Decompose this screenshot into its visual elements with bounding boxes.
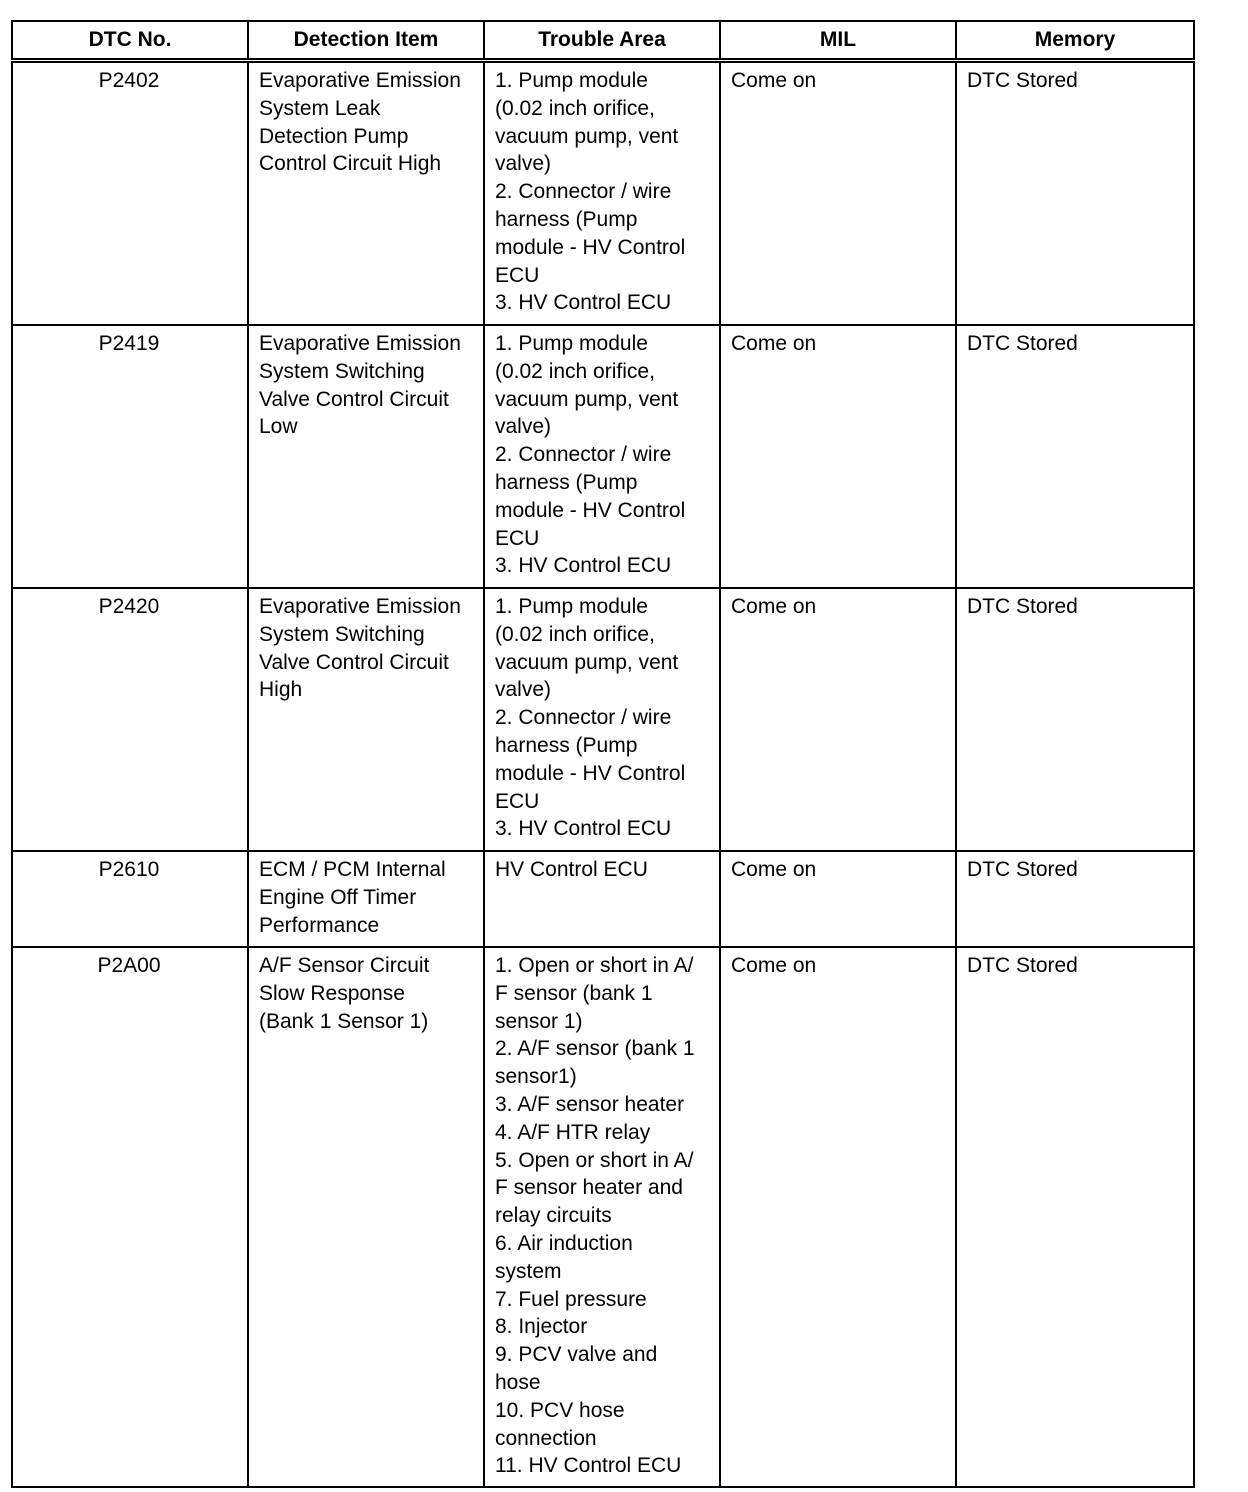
header-memory: Memory [956,21,1194,61]
detection-item-cell [248,61,484,326]
trouble-area-line: F sensor (bank 1 [495,981,653,1005]
detection-item-line: Performance [259,913,380,937]
memory-cell [956,325,1194,588]
mil-cell [720,325,956,588]
memory-cell [956,947,1194,1487]
memory-status: DTC Stored [967,954,1078,977]
trouble-area-line: 3. HV Control ECU [495,291,672,315]
detection-item-line: Evaporative Emission [259,69,461,92]
mil-status: Come on [731,332,817,355]
dtc-code-cell [12,588,248,851]
trouble-area-line: hose [495,1370,541,1394]
trouble-area-line: harness (Pump [495,733,638,757]
memory-status: DTC Stored [967,595,1078,618]
trouble-area-line: 2. A/F sensor (bank 1 [495,1037,695,1061]
trouble-area-line: connection [495,1426,597,1450]
detection-item-line: (Bank 1 Sensor 1) [259,1009,429,1033]
dtc-code: P2610 [98,858,160,881]
detection-item-line: Control Circuit High [259,152,442,176]
trouble-area-line: 8. Injector [495,1315,588,1339]
trouble-area-line: harness (Pump [495,470,638,494]
dtc-code-cell [12,61,248,326]
trouble-area-line: module - HV Control [495,761,686,785]
detection-item-line: Valve Control Circuit [259,387,449,411]
detection-item-line: System Leak [259,96,381,120]
trouble-area-cell [484,61,720,326]
detection-item-line: Engine Off Timer [259,885,417,909]
table-row [12,61,1194,326]
trouble-area-cell [484,325,720,588]
trouble-area-line: 6. Air induction [495,1231,633,1255]
trouble-area-line: module - HV Control [495,498,686,522]
trouble-area-cell [484,588,720,851]
detection-item-line: Evaporative Emission [259,332,461,355]
memory-status: DTC Stored [967,332,1078,355]
trouble-area-line: ECU [495,263,540,287]
mil-cell [720,588,956,851]
trouble-area-line: 9. PCV valve and [495,1343,658,1367]
dtc-code: P2419 [98,332,160,355]
trouble-area-line: vacuum pump, vent [495,387,679,411]
mil-cell [720,851,956,947]
trouble-area-line: 1. Pump module [495,595,648,618]
trouble-area-line: ECU [495,789,540,813]
table-row [12,851,1194,947]
trouble-area-line: 2. Connector / wire [495,443,672,467]
detection-item-line: Low [259,415,298,439]
detection-item-line: Valve Control Circuit [259,650,449,674]
mil-cell [720,947,956,1487]
detection-item-line: High [259,678,303,702]
trouble-area-line: valve) [495,415,552,439]
mil-cell [720,61,956,326]
table-header-row [12,21,1194,61]
trouble-area-line: ECU [495,526,540,550]
trouble-area-line: (0.02 inch orifice, [495,622,655,646]
trouble-area-line: module - HV Control [495,235,686,259]
trouble-area-cell [484,947,720,1487]
header-mil: MIL [720,21,956,61]
trouble-area-cell [484,851,720,947]
trouble-area-line: 1. Pump module [495,332,648,355]
trouble-area-line: 7. Fuel pressure [495,1287,647,1311]
memory-status: DTC Stored [967,858,1078,881]
detection-item-cell [248,947,484,1487]
trouble-area-line: F sensor heater and [495,1176,683,1200]
header-detection-item: Detection Item [248,21,484,61]
mil-status: Come on [731,858,817,881]
trouble-area-line: 5. Open or short in A/ [495,1148,694,1172]
detection-item-line: System Switching [259,359,425,383]
detection-item-line: Slow Response [259,981,405,1005]
trouble-area-line: 3. A/F sensor heater [495,1092,685,1116]
dtc-code: P2402 [98,69,160,92]
memory-status: DTC Stored [967,69,1078,92]
dtc-code: P2420 [98,595,160,618]
memory-cell [956,61,1194,326]
detection-item-cell [248,851,484,947]
trouble-area-line: sensor 1) [495,1009,583,1033]
trouble-area-line: vacuum pump, vent [495,124,679,148]
memory-cell [956,851,1194,947]
dtc-code-cell [12,325,248,588]
mil-status: Come on [731,954,817,977]
trouble-area-line: valve) [495,678,552,702]
trouble-area-line: 1. Open or short in A/ [495,954,694,977]
trouble-area-line: 2. Connector / wire [495,706,672,730]
trouble-area-line: 11. HV Control ECU [495,1454,682,1478]
trouble-area-line: 1. Pump module [495,69,648,92]
trouble-area-line: 4. A/F HTR relay [495,1120,651,1144]
detection-item-line: Detection Pump [259,124,409,148]
detection-item-line: ECM / PCM Internal [259,858,446,881]
trouble-area-line: system [495,1259,562,1283]
trouble-area-line: 2. Connector / wire [495,180,672,204]
trouble-area-line: vacuum pump, vent [495,650,679,674]
mil-status: Come on [731,69,817,92]
detection-item-line: System Switching [259,622,425,646]
dtc-code-cell [12,851,248,947]
detection-item-line: Evaporative Emission [259,595,461,618]
trouble-area-line: (0.02 inch orifice, [495,96,655,120]
trouble-area-line: sensor1) [495,1065,577,1089]
trouble-area-line: harness (Pump [495,207,638,231]
table-row [12,325,1194,588]
mil-status: Come on [731,595,817,618]
dtc-code: P2A00 [97,954,161,977]
trouble-area-line: (0.02 inch orifice, [495,359,655,383]
header-dtc-no: DTC No. [12,21,248,61]
dtc-code-cell [12,947,248,1487]
table-row [12,947,1194,1487]
trouble-area-line: valve) [495,152,552,176]
trouble-area-line: relay circuits [495,1204,612,1228]
table-row [12,588,1194,851]
dtc-table [11,20,1195,1488]
trouble-area-line: 10. PCV hose [495,1398,625,1422]
detection-item-cell [248,588,484,851]
trouble-area-line: 3. HV Control ECU [495,554,672,578]
trouble-area-line: HV Control ECU [495,858,648,881]
header-trouble-area: Trouble Area [484,21,720,61]
detection-item-line: A/F Sensor Circuit [259,954,430,977]
memory-cell [956,588,1194,851]
trouble-area-line: 3. HV Control ECU [495,817,672,841]
detection-item-cell [248,325,484,588]
